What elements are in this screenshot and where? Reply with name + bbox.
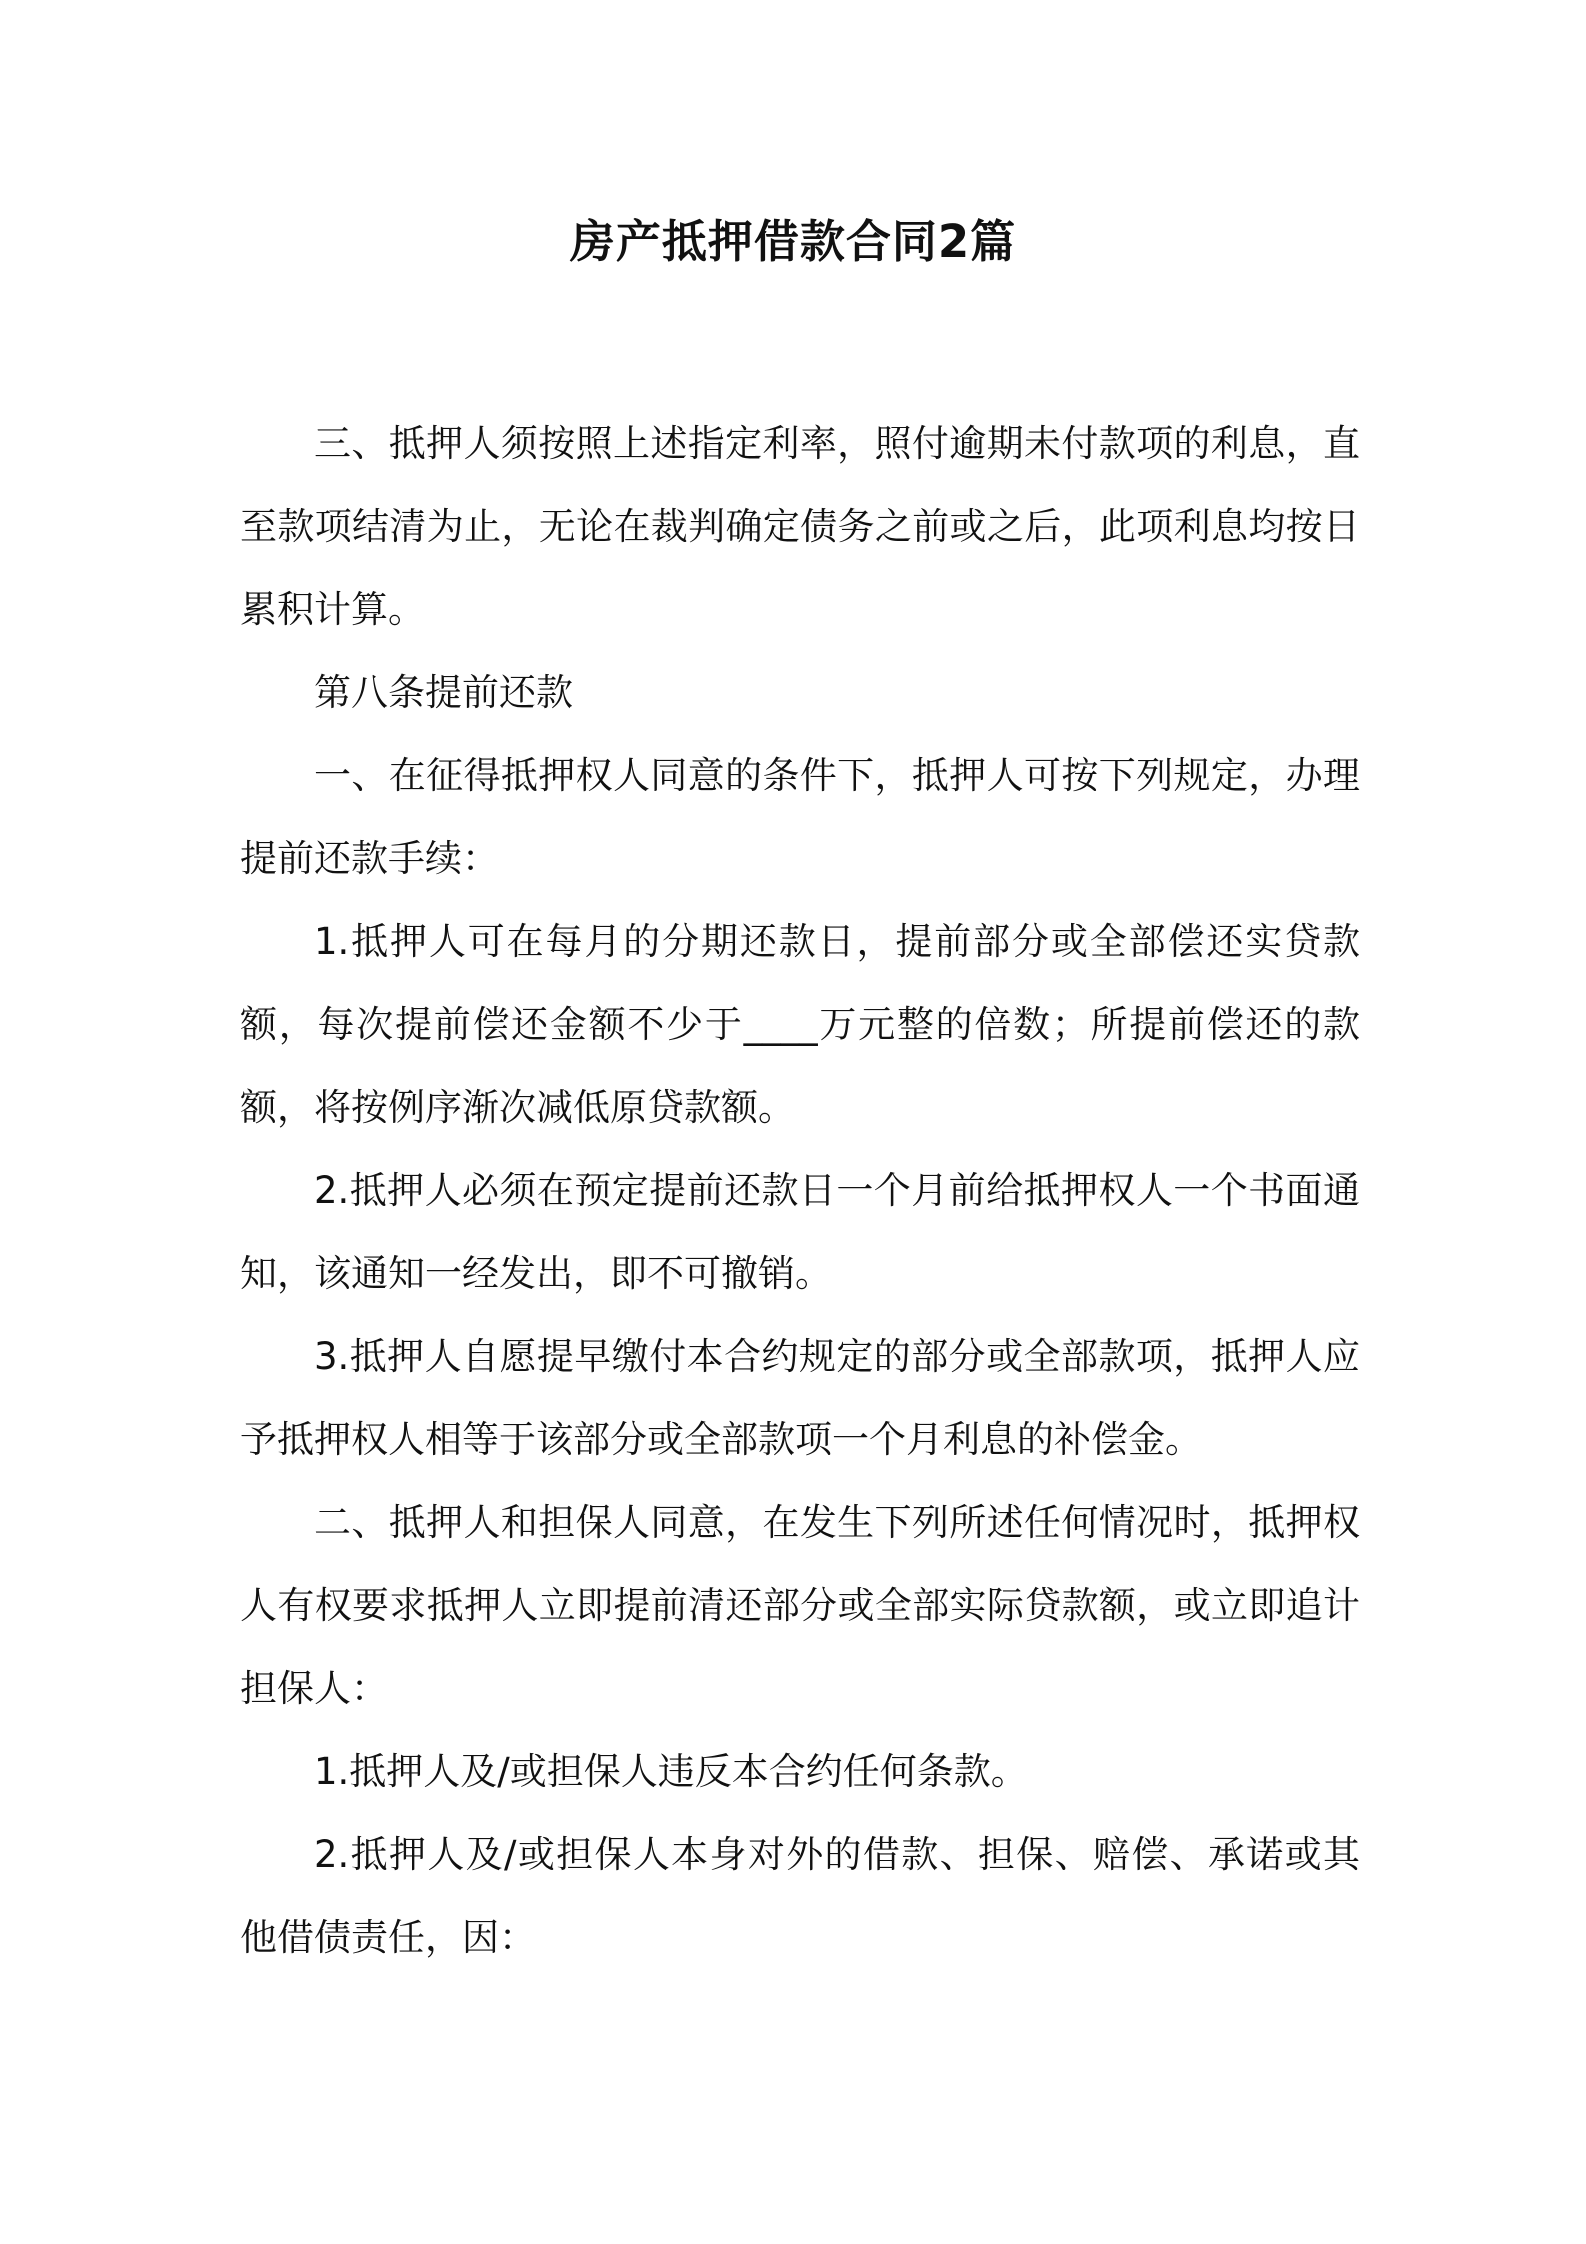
page-title: 房产抵押借款合同2篇: [569, 215, 1017, 268]
paragraph-early-demand: 二、抵押人和担保人同意，在发生下列所述任何情况时，抵押权人有权要求抵押人立即提前清还部分或全部实际贷款额，或立即追计担保人：: [240, 1501, 1360, 1710]
list-item: 2.抵押人及/或担保人本身对外的借款、担保、赔偿、承诺或其他借债责任，因：: [240, 1833, 1360, 1959]
list-item: 1.抵押人可在每月的分期还款日，提前部分或全部偿还实贷款额，每次提前偿还金额不少于____万元整的倍数；所提前偿还的款额，将按例序渐次减低原贷款额。: [240, 920, 1360, 1129]
list-item: 1.抵押人及/或担保人违反本合约任何条款。: [314, 1750, 1028, 1793]
list-item: 3.抵押人自愿提早缴付本合约规定的部分或全部款项，抵押人应予抵押权人相等于该部分或全部款项一个月利息的补偿金。: [240, 1335, 1360, 1461]
paragraph-interest-clause: 三、抵押人须按照上述指定利率，照付逾期未付款项的利息，直至款项结清为止，无论在裁判确定债务之前或之后，此项利息均按日累积计算。: [240, 422, 1360, 631]
document-body: [240, 402, 1360, 1979]
paragraph-prepayment-intro: 一、在征得抵押权人同意的条件下，抵押人可按下列规定，办理提前还款手续：: [240, 754, 1360, 880]
list-item: 2.抵押人必须在预定提前还款日一个月前给抵押权人一个书面通知，该通知一经发出，即不可撤销。: [240, 1169, 1360, 1295]
section-heading-article-8: 第八条提前还款: [314, 671, 573, 714]
